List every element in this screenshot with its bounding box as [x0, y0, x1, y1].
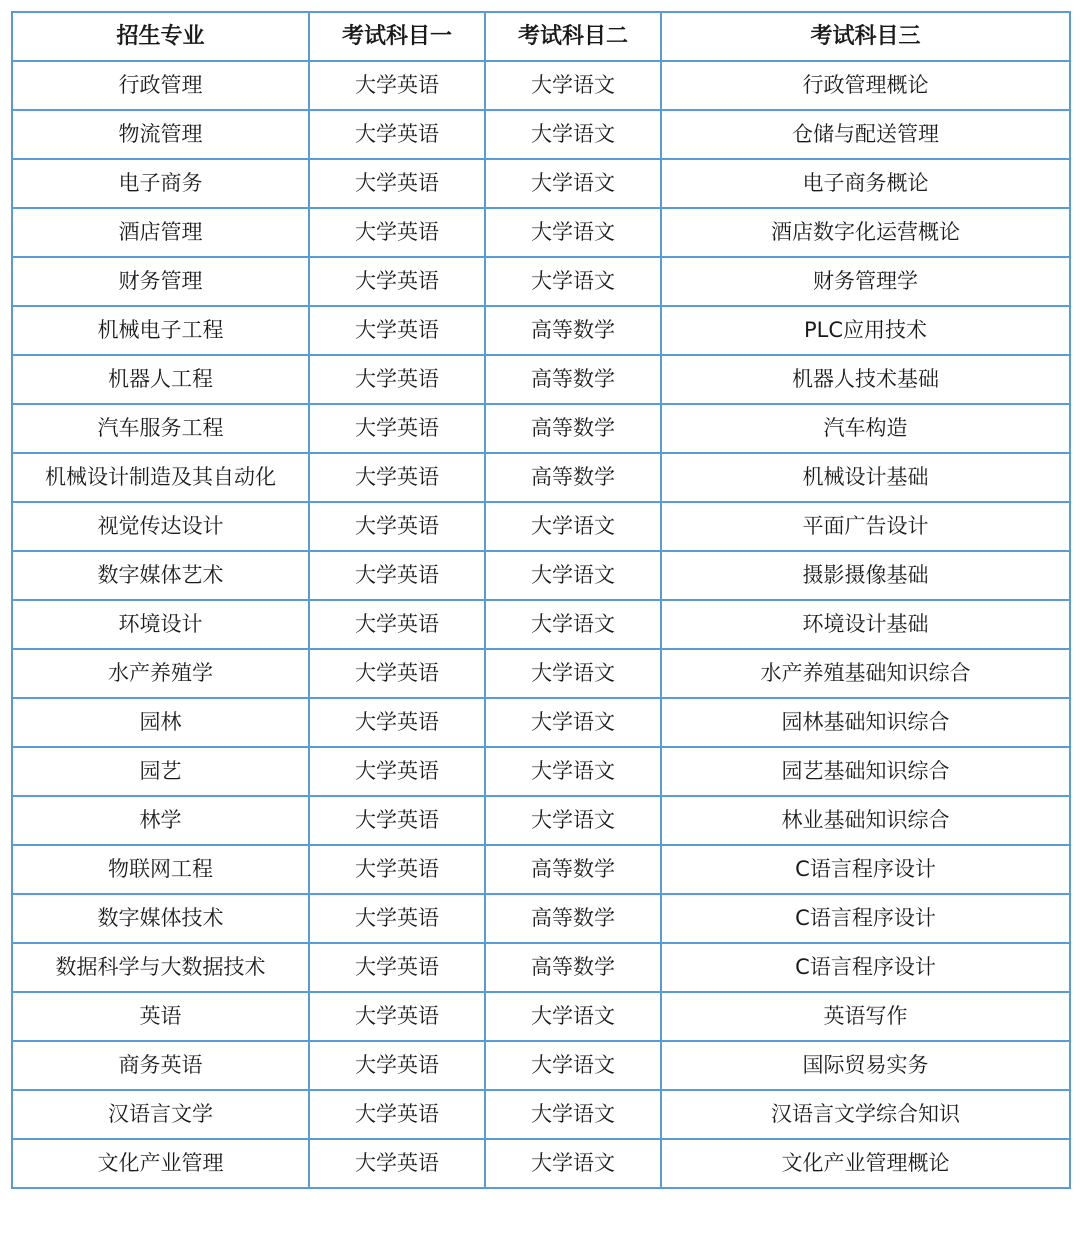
- subject-three-cell: 英语写作: [661, 992, 1070, 1041]
- header-subject-three: 考试科目三: [661, 12, 1070, 61]
- subject-two-cell: 大学语文: [485, 992, 661, 1041]
- major-cell: 林学: [12, 796, 309, 845]
- major-cell: 水产养殖学: [12, 649, 309, 698]
- table-row: [12, 992, 1070, 1041]
- subject-three-cell: 平面广告设计: [661, 502, 1070, 551]
- subject-two-cell: 大学语文: [485, 61, 661, 110]
- subject-one-cell: 大学英语: [309, 845, 485, 894]
- header-major: 招生专业: [12, 12, 309, 61]
- major-cell: 电子商务: [12, 159, 309, 208]
- subject-three-cell: 电子商务概论: [661, 159, 1070, 208]
- major-cell: 酒店管理: [12, 208, 309, 257]
- subject-one-cell: 大学英语: [309, 61, 485, 110]
- subject-three-cell: 环境设计基础: [661, 600, 1070, 649]
- exam-subjects-table-container: [11, 11, 1069, 1189]
- subject-two-cell: 大学语文: [485, 257, 661, 306]
- major-cell: 机械设计制造及其自动化: [12, 453, 309, 502]
- subject-one-cell: 大学英语: [309, 1090, 485, 1139]
- table-row: [12, 649, 1070, 698]
- major-cell: 数据科学与大数据技术: [12, 943, 309, 992]
- major-cell: 汉语言文学: [12, 1090, 309, 1139]
- subject-one-cell: 大学英语: [309, 502, 485, 551]
- subject-two-cell: 高等数学: [485, 404, 661, 453]
- major-cell: 财务管理: [12, 257, 309, 306]
- subject-one-cell: 大学英语: [309, 698, 485, 747]
- table-row: [12, 61, 1070, 110]
- table-row: [12, 698, 1070, 747]
- major-cell: 行政管理: [12, 61, 309, 110]
- subject-three-cell: 文化产业管理概论: [661, 1139, 1070, 1188]
- major-cell: 商务英语: [12, 1041, 309, 1090]
- table-row: [12, 943, 1070, 992]
- table-row: [12, 1139, 1070, 1188]
- major-cell: 数字媒体艺术: [12, 551, 309, 600]
- subject-three-cell: 行政管理概论: [661, 61, 1070, 110]
- subject-one-cell: 大学英语: [309, 551, 485, 600]
- table-row: [12, 1090, 1070, 1139]
- subject-two-cell: 高等数学: [485, 453, 661, 502]
- major-cell: 机器人工程: [12, 355, 309, 404]
- subject-one-cell: 大学英语: [309, 992, 485, 1041]
- major-cell: 文化产业管理: [12, 1139, 309, 1188]
- subject-two-cell: 大学语文: [485, 208, 661, 257]
- subject-one-cell: 大学英语: [309, 355, 485, 404]
- subject-three-cell: 摄影摄像基础: [661, 551, 1070, 600]
- exam-subjects-table: [11, 11, 1071, 1189]
- table-row: [12, 796, 1070, 845]
- subject-three-cell: C语言程序设计: [661, 845, 1070, 894]
- subject-three-cell: 机器人技术基础: [661, 355, 1070, 404]
- table-row: [12, 306, 1070, 355]
- table-header: [12, 12, 1070, 61]
- table-row: [12, 355, 1070, 404]
- subject-three-cell: PLC应用技术: [661, 306, 1070, 355]
- header-row: [12, 12, 1070, 61]
- subject-two-cell: 高等数学: [485, 845, 661, 894]
- subject-two-cell: 大学语文: [485, 159, 661, 208]
- subject-one-cell: 大学英语: [309, 894, 485, 943]
- table-row: [12, 551, 1070, 600]
- major-cell: 机械电子工程: [12, 306, 309, 355]
- subject-two-cell: 高等数学: [485, 355, 661, 404]
- table-row: [12, 208, 1070, 257]
- subject-one-cell: 大学英语: [309, 110, 485, 159]
- header-subject-one: 考试科目一: [309, 12, 485, 61]
- subject-three-cell: 酒店数字化运营概论: [661, 208, 1070, 257]
- subject-three-cell: 仓储与配送管理: [661, 110, 1070, 159]
- table-row: [12, 894, 1070, 943]
- table-body: [12, 61, 1070, 1188]
- subject-two-cell: 大学语文: [485, 649, 661, 698]
- major-cell: 环境设计: [12, 600, 309, 649]
- subject-two-cell: 高等数学: [485, 894, 661, 943]
- table-row: [12, 747, 1070, 796]
- subject-three-cell: 汉语言文学综合知识: [661, 1090, 1070, 1139]
- table-row: [12, 600, 1070, 649]
- table-row: [12, 1041, 1070, 1090]
- subject-three-cell: 园林基础知识综合: [661, 698, 1070, 747]
- header-subject-two: 考试科目二: [485, 12, 661, 61]
- subject-one-cell: 大学英语: [309, 796, 485, 845]
- major-cell: 园林: [12, 698, 309, 747]
- subject-one-cell: 大学英语: [309, 306, 485, 355]
- subject-three-cell: 机械设计基础: [661, 453, 1070, 502]
- subject-two-cell: 高等数学: [485, 943, 661, 992]
- table-row: [12, 453, 1070, 502]
- major-cell: 视觉传达设计: [12, 502, 309, 551]
- subject-two-cell: 大学语文: [485, 551, 661, 600]
- subject-two-cell: 高等数学: [485, 306, 661, 355]
- subject-one-cell: 大学英语: [309, 747, 485, 796]
- subject-one-cell: 大学英语: [309, 649, 485, 698]
- subject-three-cell: 林业基础知识综合: [661, 796, 1070, 845]
- major-cell: 汽车服务工程: [12, 404, 309, 453]
- subject-one-cell: 大学英语: [309, 257, 485, 306]
- subject-three-cell: 国际贸易实务: [661, 1041, 1070, 1090]
- subject-three-cell: 财务管理学: [661, 257, 1070, 306]
- subject-one-cell: 大学英语: [309, 404, 485, 453]
- subject-one-cell: 大学英语: [309, 453, 485, 502]
- subject-one-cell: 大学英语: [309, 943, 485, 992]
- subject-two-cell: 大学语文: [485, 1041, 661, 1090]
- subject-one-cell: 大学英语: [309, 159, 485, 208]
- subject-one-cell: 大学英语: [309, 1139, 485, 1188]
- major-cell: 物流管理: [12, 110, 309, 159]
- table-row: [12, 257, 1070, 306]
- subject-two-cell: 大学语文: [485, 698, 661, 747]
- subject-three-cell: 汽车构造: [661, 404, 1070, 453]
- subject-two-cell: 大学语文: [485, 747, 661, 796]
- table-row: [12, 159, 1070, 208]
- subject-two-cell: 大学语文: [485, 1090, 661, 1139]
- subject-three-cell: C语言程序设计: [661, 943, 1070, 992]
- table-row: [12, 845, 1070, 894]
- subject-one-cell: 大学英语: [309, 600, 485, 649]
- table-row: [12, 110, 1070, 159]
- major-cell: 园艺: [12, 747, 309, 796]
- major-cell: 数字媒体技术: [12, 894, 309, 943]
- table-row: [12, 404, 1070, 453]
- major-cell: 英语: [12, 992, 309, 1041]
- subject-two-cell: 大学语文: [485, 600, 661, 649]
- table-row: [12, 502, 1070, 551]
- subject-two-cell: 大学语文: [485, 796, 661, 845]
- subject-three-cell: 水产养殖基础知识综合: [661, 649, 1070, 698]
- subject-one-cell: 大学英语: [309, 208, 485, 257]
- subject-three-cell: C语言程序设计: [661, 894, 1070, 943]
- subject-two-cell: 大学语文: [485, 110, 661, 159]
- subject-two-cell: 大学语文: [485, 1139, 661, 1188]
- subject-three-cell: 园艺基础知识综合: [661, 747, 1070, 796]
- major-cell: 物联网工程: [12, 845, 309, 894]
- subject-one-cell: 大学英语: [309, 1041, 485, 1090]
- subject-two-cell: 大学语文: [485, 502, 661, 551]
